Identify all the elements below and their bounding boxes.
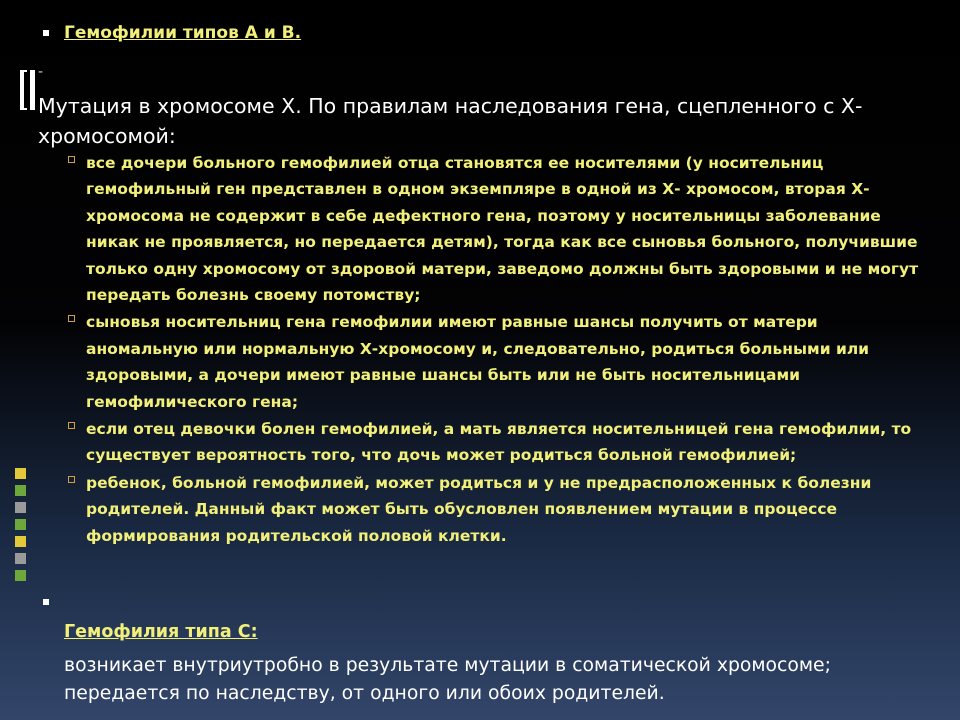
list-item	[68, 150, 928, 308]
deco-bar	[30, 70, 35, 110]
sub-bullet-list	[68, 150, 928, 550]
heading-hemophilia-a-b: Гемофилии типов А и В.	[64, 23, 302, 43]
deco-square	[15, 485, 26, 496]
list-item-text: если отец девочки болен гемофилией, а мать является носительницей гена гемофилии, то существует вероятность того, что дочь может родиться больной гемофилией;	[86, 420, 912, 465]
list-item	[68, 470, 928, 549]
bullet-square	[43, 30, 49, 36]
bullet-square	[43, 599, 49, 605]
intro-text: Мутация в хромосоме Х. По правилам наследования гена, сцепленного с Х-хромосомой:	[38, 94, 863, 148]
sub-bullet-marker	[68, 476, 75, 483]
hemophilia-c-text: возникает внутриутробно в результате мутации в соматической хромосоме; передается по наследству, от одного или обоих родителей.	[64, 655, 831, 704]
deco-square	[15, 468, 26, 479]
deco-bar-gap	[24, 72, 27, 108]
dash-marker: -	[38, 64, 44, 80]
deco-square	[15, 519, 26, 530]
deco-square	[15, 570, 26, 581]
deco-square	[15, 502, 26, 513]
deco-square	[15, 536, 26, 547]
heading-hemophilia-c: Гемофилия типа С:	[64, 622, 258, 642]
list-item-text: ребенок, больной гемофилией, может родиться и у не предрасположенных к болезни родителей. Данный факт может быть обусловлен появлением мутации в процессе формирования родительской половой клетки.	[86, 473, 872, 545]
sub-bullet-marker	[68, 422, 75, 429]
left-decoration	[0, 0, 40, 720]
list-item	[68, 416, 928, 469]
list-item-text: все дочери больного гемофилией отца становятся ее носителями (у носительниц гемофильный ген представлен в одном экземпляре в одной из Х- хромосом, вторая Х-хромосома не содержит в себе дефектного гена, поэтому у носительницы заболевание никак не проявляется, но передается детям), тогда как все сыновья больного, получившие только одну хромосому от здоровой матери, заведомо должны быть здоровыми и не могут передать болезнь своему потомству;	[86, 154, 919, 305]
list-item	[68, 309, 928, 415]
deco-square	[15, 553, 26, 564]
sub-bullet-marker	[68, 156, 75, 163]
list-item-text: сыновья носительниц гена гемофилии имеют равные шансы получить от матери аномальную или нормальную Х-хромосому и, следовательно, родиться больными или здоровыми, а дочери имеют равные шансы быть или не быть носительницами гемофилического гена;	[86, 313, 870, 411]
sub-bullet-marker	[68, 315, 75, 322]
